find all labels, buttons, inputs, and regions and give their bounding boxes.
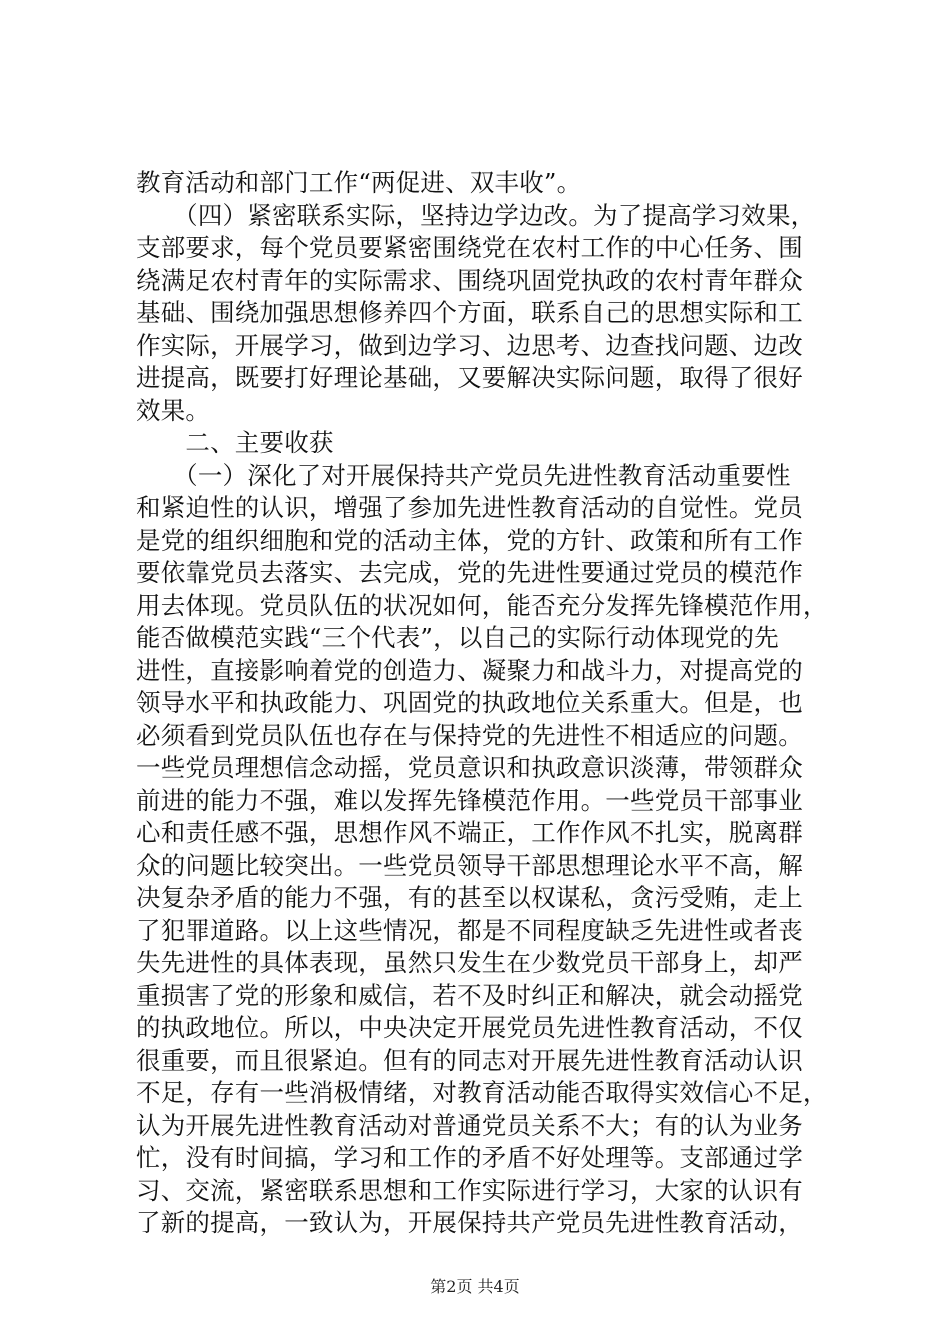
text-line: 进提高，既要打好理论基础，又要解决实际问题，取得了很好 <box>136 363 803 392</box>
text-line: 很重要，而且很紧迫。但有的同志对开展先进性教育活动认识 <box>136 1045 803 1075</box>
text-line: 不足，存有一些消极情绪，对教育活动能否取得实效信心不足， <box>136 1078 828 1107</box>
text-line: 是党的组织细胞和党的活动主体，党的方针、政策和所有工作 <box>136 525 803 555</box>
text-line: 习、交流，紧密联系思想和工作实际进行学习，大家的认识有 <box>136 1175 803 1205</box>
text-line: 领导水平和执政能力、巩固党的执政地位关系重大。但是，也 <box>136 688 803 717</box>
text-line: （四）紧密联系实际，坚持边学边改。为了提高学习效果， <box>136 200 816 230</box>
document-body <box>136 167 828 1240</box>
text-line: 了新的提高，一致认为，开展保持共产党员先进性教育活动， <box>136 1208 803 1237</box>
text-line: 进性，直接影响着党的创造力、凝聚力和战斗力，对提高党的 <box>136 655 803 685</box>
text-line: 必须看到党员队伍也存在与保持党的先进性不相适应的问题。 <box>136 720 803 750</box>
text-line: 能否做模范实践“三个代表”，以自己的实际行动体现党的先 <box>136 623 779 652</box>
text-line: 重损害了党的形象和威信，若不及时纠正和解决，就会动摇党 <box>136 980 803 1010</box>
text-line: （一）深化了对开展保持共产党员先进性教育活动重要性 <box>136 460 791 490</box>
text-line: 二、主要收获 <box>136 428 334 457</box>
text-line: 忙，没有时间搞，学习和工作的矛盾不好处理等。支部通过学 <box>136 1143 803 1172</box>
text-line: 失先进性的具体表现，虽然只发生在少数党员干部身上，却严 <box>136 948 803 977</box>
text-line: 支部要求，每个党员要紧密围绕党在农村工作的中心任务、围 <box>136 233 803 262</box>
text-line: 前进的能力不强，难以发挥先锋模范作用。一些党员干部事业 <box>136 785 803 815</box>
text-line: 效果。 <box>136 395 211 425</box>
text-line: 绕满足农村青年的实际需求、围绕巩固党执政的农村青年群众 <box>136 265 803 295</box>
text-line: 要依靠党员去落实、去完成，党的先进性要通过党员的模范作 <box>136 558 803 587</box>
text-line: 认为开展先进性教育活动对普通党员关系不大；有的认为业务 <box>136 1110 803 1140</box>
text-line: 教育活动和部门工作“两促进、双丰收”。 <box>136 168 582 197</box>
text-line: 和紧迫性的认识，增强了参加先进性教育活动的自觉性。党员 <box>136 493 803 522</box>
text-line: 一些党员理想信念动摇，党员意识和执政意识淡薄，带领群众 <box>136 753 803 782</box>
text-line: 决复杂矛盾的能力不强，有的甚至以权谋私，贪污受贿，走上 <box>136 883 803 912</box>
text-line: 的执政地位。所以，中央决定开展党员先进性教育活动，不仅 <box>136 1013 803 1042</box>
text-line: 用去体现。党员队伍的状况如何，能否充分发挥先锋模范作用， <box>136 590 828 620</box>
text-line: 基础、围绕加强思想修养四个方面，联系自己的思想实际和工 <box>136 298 803 327</box>
text-line: 心和责任感不强，思想作风不端正，工作作风不扎实，脱离群 <box>136 818 803 847</box>
text-line: 作实际，开展学习，做到边学习、边思考、边查找问题、边改 <box>136 330 803 360</box>
text-line: 了犯罪道路。以上这些情况，都是不同程度缺乏先进性或者丧 <box>136 915 803 945</box>
text-line: 众的问题比较突出。一些党员领导干部思想理论水平不高，解 <box>136 850 803 880</box>
page-footer: 第2页 共4页 <box>430 1277 520 1296</box>
